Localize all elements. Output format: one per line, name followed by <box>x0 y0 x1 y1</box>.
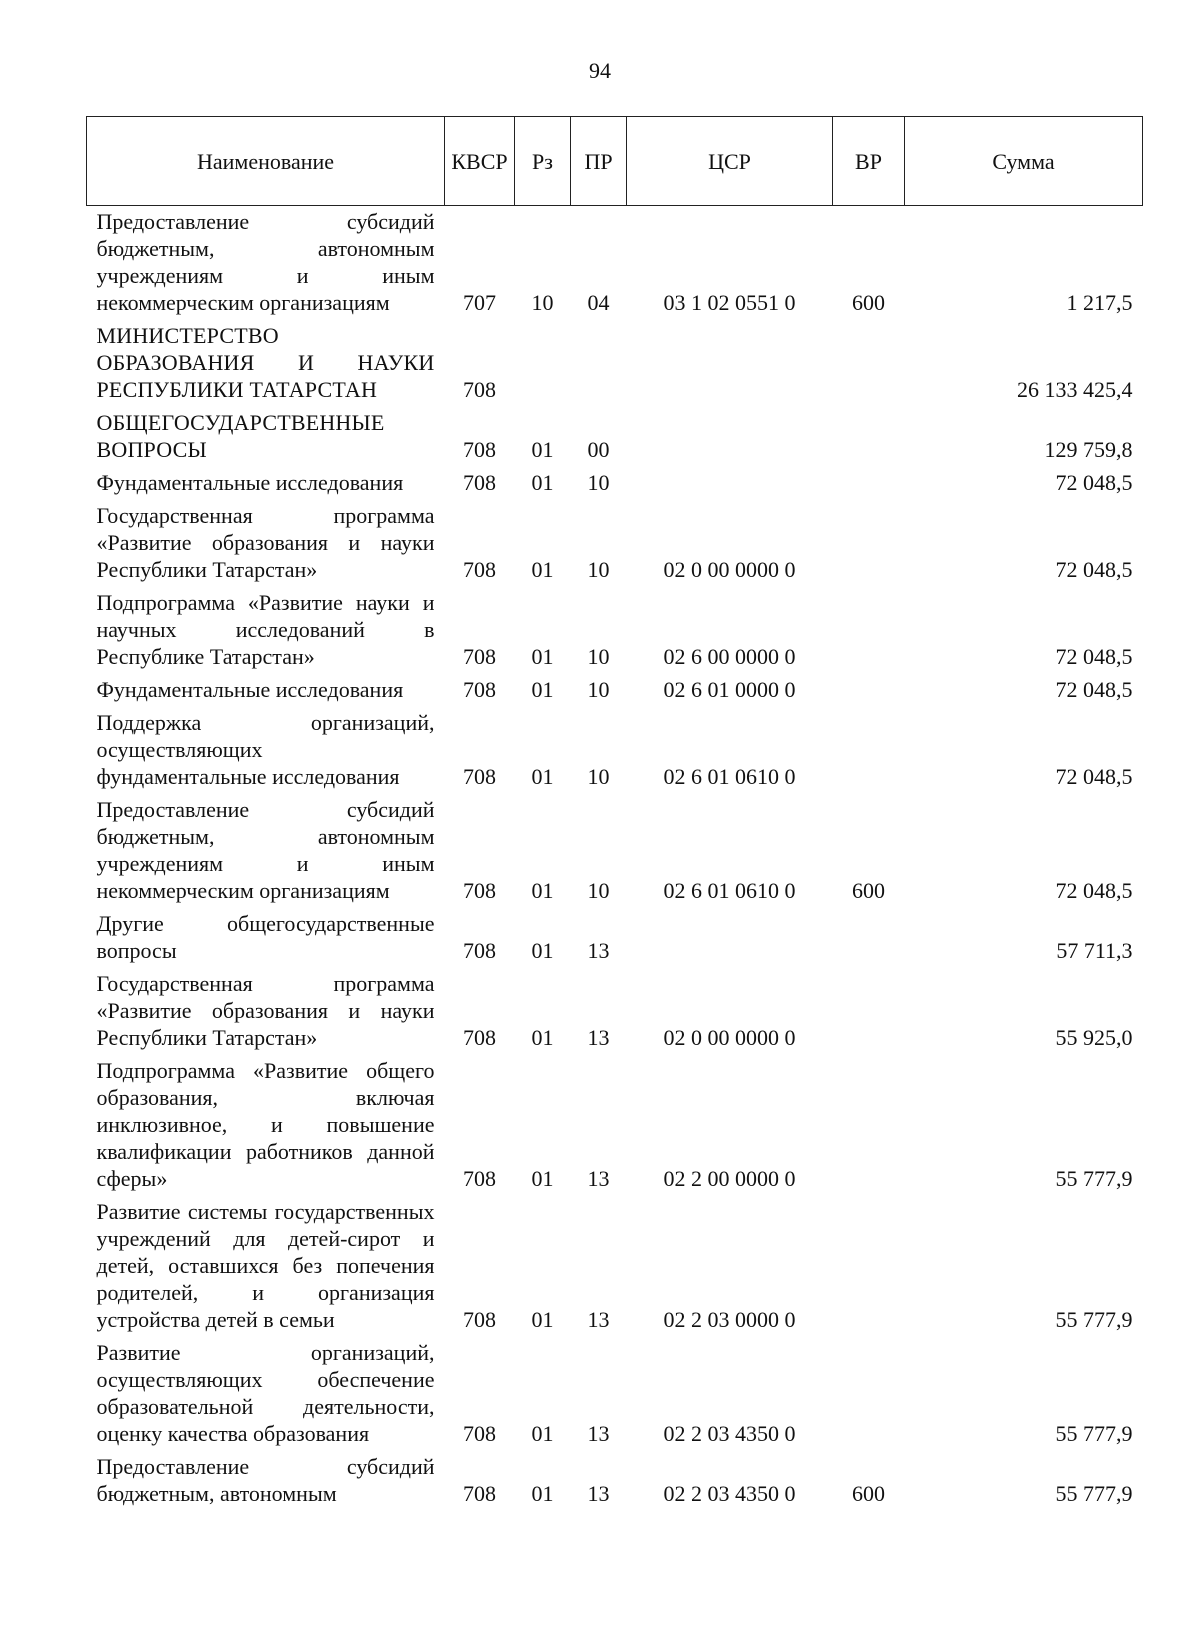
row-rz: 01 <box>531 878 554 903</box>
row-rz: 01 <box>531 557 554 582</box>
row-sum: 55 777,9 <box>1055 1166 1133 1191</box>
row-pr: 10 <box>587 644 610 669</box>
row-csr: 02 6 00 0000 0 <box>663 644 796 669</box>
row-csr <box>627 320 833 407</box>
row-pr: 04 <box>587 290 610 315</box>
row-kvsr: 707 <box>463 290 496 315</box>
page-number: 94 <box>589 58 611 83</box>
row-vr: 600 <box>852 290 885 315</box>
row-pr: 13 <box>587 1421 610 1446</box>
row-kvsr: 708 <box>463 644 496 669</box>
header-name: Наименование <box>87 117 445 206</box>
table-header-row <box>87 117 1143 206</box>
row-rz: 01 <box>531 644 554 669</box>
row-vr <box>833 1196 905 1337</box>
row-sum: 72 048,5 <box>1055 764 1133 789</box>
row-kvsr: 708 <box>463 1421 496 1446</box>
row-csr: 02 2 03 0000 0 <box>663 1307 796 1332</box>
table-row <box>87 1337 1143 1451</box>
row-rz: 01 <box>531 1307 554 1332</box>
table-row <box>87 794 1143 908</box>
row-rz: 01 <box>531 938 554 963</box>
table-row <box>87 968 1143 1055</box>
row-rz: 01 <box>531 1421 554 1446</box>
row-sum: 55 777,9 <box>1055 1307 1133 1332</box>
table-row <box>87 320 1143 407</box>
row-csr: 02 6 01 0610 0 <box>663 878 796 903</box>
row-rz: 01 <box>531 437 554 462</box>
table-row <box>87 707 1143 794</box>
row-name: Подпрограмма «Развитие науки и научных исследований в Республике Татарстан» <box>96 590 435 669</box>
row-csr: 02 2 00 0000 0 <box>663 1166 796 1191</box>
budget-table <box>86 116 1143 1511</box>
header-csr: ЦСР <box>627 117 833 206</box>
row-kvsr: 708 <box>463 470 496 495</box>
row-name: Развитие организаций, осуществляющих обеспечение образовательной деятельности, оценку качества образования <box>96 1340 435 1446</box>
row-pr: 00 <box>587 437 610 462</box>
row-vr: 600 <box>852 878 885 903</box>
row-name: Государственная программа «Развитие образования и науки Республики Татарстан» <box>96 971 435 1050</box>
row-name: Государственная программа «Развитие образования и науки Республики Татарстан» <box>96 503 435 582</box>
row-pr: 13 <box>587 1025 610 1050</box>
row-kvsr: 708 <box>463 437 496 462</box>
row-pr: 10 <box>587 557 610 582</box>
row-rz: 10 <box>531 290 554 315</box>
row-name: Подпрограмма «Развитие общего образования, включая инклюзивное, и повышение квалификации работников данной сферы» <box>96 1058 435 1191</box>
row-csr: 02 6 01 0000 0 <box>663 677 796 702</box>
row-pr: 10 <box>587 878 610 903</box>
row-sum: 129 759,8 <box>1044 437 1133 462</box>
table-row <box>87 467 1143 500</box>
row-vr <box>833 1055 905 1196</box>
row-kvsr: 708 <box>463 938 496 963</box>
row-sum: 1 217,5 <box>1066 290 1133 315</box>
row-pr <box>571 320 627 407</box>
row-rz: 01 <box>531 1481 554 1506</box>
row-kvsr: 708 <box>463 1025 496 1050</box>
row-csr <box>627 467 833 500</box>
row-name: Другие общегосударственные вопросы <box>96 911 435 963</box>
row-rz: 01 <box>531 470 554 495</box>
row-kvsr: 708 <box>463 557 496 582</box>
row-sum: 72 048,5 <box>1055 557 1133 582</box>
table-row <box>87 587 1143 674</box>
row-csr <box>627 407 833 467</box>
row-rz: 01 <box>531 1025 554 1050</box>
table-row <box>87 908 1143 968</box>
row-kvsr: 708 <box>463 1307 496 1332</box>
row-kvsr: 708 <box>463 878 496 903</box>
row-name: Фундаментальные исследования <box>96 470 404 495</box>
row-sum: 55 777,9 <box>1055 1481 1133 1506</box>
header-rz: Рз <box>515 117 571 206</box>
row-csr: 03 1 02 0551 0 <box>663 290 796 315</box>
row-vr <box>833 320 905 407</box>
row-vr <box>833 500 905 587</box>
row-rz <box>515 320 571 407</box>
row-vr <box>833 707 905 794</box>
row-vr <box>833 968 905 1055</box>
row-vr <box>833 674 905 707</box>
row-vr <box>833 1337 905 1451</box>
row-name: Предоставление субсидий бюджетным, автономным учреждениям и иным некоммерческим организациям <box>96 797 435 903</box>
row-sum: 72 048,5 <box>1055 878 1133 903</box>
row-rz: 01 <box>531 1166 554 1191</box>
row-csr: 02 2 03 4350 0 <box>663 1481 796 1506</box>
row-vr: 600 <box>852 1481 885 1506</box>
row-kvsr: 708 <box>463 377 496 402</box>
row-name: ОБЩЕГОСУДАРСТВЕННЫЕ ВОПРОСЫ <box>96 410 385 462</box>
row-vr <box>833 587 905 674</box>
row-sum: 26 133 425,4 <box>1017 377 1133 402</box>
row-vr <box>833 467 905 500</box>
row-pr: 10 <box>587 677 610 702</box>
header-kvsr: КВСР <box>445 117 515 206</box>
row-sum: 55 925,0 <box>1055 1025 1133 1050</box>
row-csr <box>627 908 833 968</box>
row-rz: 01 <box>531 677 554 702</box>
row-pr: 13 <box>587 1166 610 1191</box>
header-pr: ПР <box>571 117 627 206</box>
row-kvsr: 708 <box>463 1481 496 1506</box>
row-pr: 10 <box>587 764 610 789</box>
row-kvsr: 708 <box>463 1166 496 1191</box>
row-csr: 02 0 00 0000 0 <box>663 557 796 582</box>
row-name: Предоставление субсидий бюджетным, автономным <box>96 1454 435 1506</box>
row-csr: 02 2 03 4350 0 <box>663 1421 796 1446</box>
row-pr: 13 <box>587 938 610 963</box>
row-pr: 13 <box>587 1307 610 1332</box>
table-row <box>87 206 1143 321</box>
table-row <box>87 1196 1143 1337</box>
row-name: Предоставление субсидий бюджетным, автономным учреждениям и иным некоммерческим организациям <box>96 209 435 315</box>
row-sum: 57 711,3 <box>1056 938 1133 963</box>
row-vr <box>833 908 905 968</box>
row-kvsr: 708 <box>463 677 496 702</box>
header-vr: ВР <box>833 117 905 206</box>
row-kvsr: 708 <box>463 764 496 789</box>
row-sum: 72 048,5 <box>1055 677 1133 702</box>
row-csr: 02 6 01 0610 0 <box>663 764 796 789</box>
row-sum: 72 048,5 <box>1055 470 1133 495</box>
row-name: Поддержка организаций, осуществляющих фундаментальные исследования <box>96 710 435 789</box>
row-sum: 72 048,5 <box>1055 644 1133 669</box>
row-name: МИНИСТЕРСТВО ОБРАЗОВАНИЯ И НАУКИ РЕСПУБЛИКИ ТАТАРСТАН <box>96 323 435 402</box>
table-row <box>87 407 1143 467</box>
table-row <box>87 1451 1143 1511</box>
row-rz: 01 <box>531 764 554 789</box>
row-name: Фундаментальные исследования <box>96 677 404 702</box>
table-row <box>87 500 1143 587</box>
row-sum: 55 777,9 <box>1055 1421 1133 1446</box>
table-row <box>87 1055 1143 1196</box>
table-row <box>87 674 1143 707</box>
row-csr: 02 0 00 0000 0 <box>663 1025 796 1050</box>
row-vr <box>833 407 905 467</box>
row-pr: 13 <box>587 1481 610 1506</box>
row-pr: 10 <box>587 470 610 495</box>
header-sum: Сумма <box>905 117 1143 206</box>
row-name: Развитие системы государственных учреждений для детей-сирот и детей, оставшихся без попечения родителей, и организация устройства детей в семьи <box>96 1199 435 1332</box>
